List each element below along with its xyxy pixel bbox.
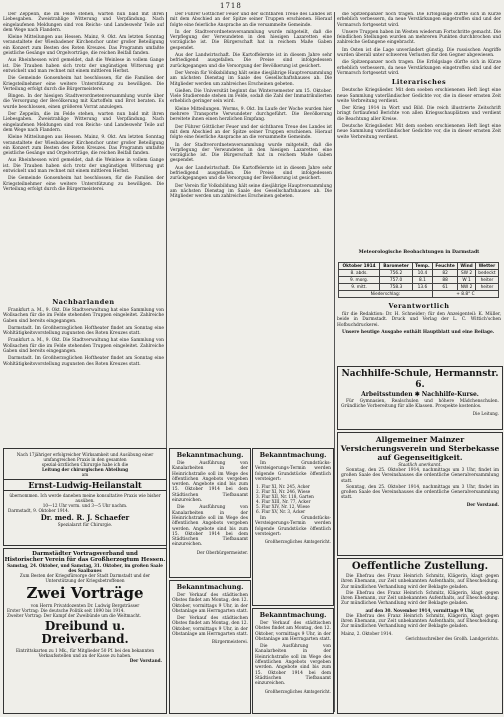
ad-text: Zweiter Vortrag: Der Kampf der Zweibünde um die Weltmacht. (7, 613, 142, 618)
column-3-articles (337, 12, 501, 230)
ad-signature: Der Vorstand. (466, 501, 499, 507)
ad-place: Mainz, 2. Oktober 1914. (341, 630, 393, 636)
article-paragraph: Bingen. In der hiesigen Stadtverordnetenversammlung wurde über die Versorgung der Bevölkerung mit Kartoffeln und Brot beraten. Es wurde beschlossen, einen größeren Vorrat anzulegen. (3, 94, 164, 110)
table-cell: 10.4 (412, 270, 432, 277)
article-paragraph: Deutsche Kriegslieder. Mit dem soeben erschienenen Heft liegt eine neue Sammlung vaterländischer Gedichte vor, die in dieser ernsten Zeit weite Verbreitung verdient. (337, 88, 501, 104)
ad-text: Samstag, 24. Oktober, und Samstag, 31. Oktober, im großen Saale des Saalbaues (7, 563, 163, 573)
table-cell: 9. mitt. (339, 284, 380, 291)
article-paragraph: In der Stadtverordnetenversammlung wurde mitgeteilt, daß die Verpflegung der Verwundeten in den hiesigen Lazaretten eine vorzügliche ist. Die Bürgerschaft hat in reichem Maße Gaben gespendet. (170, 29, 332, 51)
list-item: 2. Flur XI, Nr. 246, Wiese (256, 489, 311, 495)
meteo-heading: Meteorologische Beobachtungen in Darmstadt (358, 250, 480, 255)
article-paragraph: Der Zeppelin, die im Felde stehen, warten nun bald mit ihren Liebesgaben. Zweistrahlige Witterung und Verpfändung. Nach eingelaufenen Meldungen sind von Reichs- und Landeswehr Teile auf dem Wege nach Flandern. (3, 12, 164, 33)
table-cell: NW 2 (458, 284, 476, 291)
notice-bekanntmachung-2 (252, 448, 334, 606)
article-paragraph: die Spitzenpanzer noch tragen. Die Erfolgslage dürfte sich in Kürze erheblich verbessern, da neue Verstärkungen eingetroffen sind und der Vormarsch fortgesetzt wird. (337, 12, 501, 28)
notice-text: Die Ausführung von Kanalarbeiten in der Heinrichstraße soll im Wege des öffentlichen Angebots vergeben werden. Angebote sind bis zum 15. Oktober 1914 bei dem Städtischen Tiefbauamt einzureichen. (255, 644, 331, 687)
ad-text: Sonntag, den 25. Oktober 1914, nachmittags um 3 Uhr, findet im großen Saale des Vereinshauses die ordentliche Generalversammlung statt. (341, 484, 499, 501)
notice-title: Bekanntmachung. (259, 611, 327, 619)
column-3-lower (337, 300, 501, 362)
ad-text: Spezialarzt für Chirurgie. (57, 522, 113, 527)
ad-text: Leitung der chirurgischen Abteilung (41, 467, 129, 472)
table-cell: 9. morg. (339, 277, 380, 284)
article-paragraph: In der Stadtverordnetenversammlung wurde mitgeteilt, daß die Verpflegung der Verwundeten in den hiesigen Lazaretten eine vorzügliche ist. Die Bürgerschaft hat in reichem Maße Gaben gespendet. (170, 142, 332, 164)
ad-text: Eintrittskarten zu 1 Mk., für Mitglieder 50 Pf. bei den bekannten Verkaufsstellen und an der Kasse zu haben. (15, 648, 155, 658)
table-cell: 61 (432, 284, 457, 291)
notice-text: Der Verkauf des städtischen Obstes findet am Montag, den 12. Oktober, vormittags 9 Uhr, in der Obstanlage am Herrngarten statt. (172, 616, 249, 638)
notice-text: Der Verkauf des städtischen Obstes findet am Montag, den 12. Oktober, vormittags 9 Uhr, in der Obstanlage am Herrngarten statt. (255, 621, 332, 642)
ad-heilanstalt (3, 448, 167, 546)
notice-title: Bekanntmachung. (176, 451, 244, 459)
table-row (339, 291, 499, 298)
ad-text: Nach 17jähriger erfolgreicher Wirksamkeit und Ausübung einer umfangreichen Praxis in den gesamten (16, 452, 154, 462)
article-paragraph: Unsere Truppen haben im Westen wiederum Fortschritte gemacht. Die feindlichen Stellungen wurden an mehreren Punkten durchbrochen und zahlreiche Gefangene eingebracht. (337, 29, 501, 46)
article-paragraph: Kleine Mitteilungen. Worms, 9. Okt. Im Laufe der Woche wurden hier mehrere Transporte Verwundeter durchgeführt. Die Bevölkerung bereitete ihnen einen herzlichen Empfang. (170, 106, 332, 123)
notice-signature: Bürgermeisterei. (211, 639, 248, 645)
table-row (339, 277, 499, 284)
table-cell: 8. abds. (339, 270, 380, 277)
ad-text: von Herrn Privatdozenten Dr. Ludwig Bergsträsser (30, 603, 140, 608)
meteo-col-header: Temp. (412, 263, 432, 270)
article-paragraph: Deutsche Kriegslieder. Mit dem soeben erschienenen Heft liegt eine neue Sammlung vaterländischer Gedichte vor, die in dieser ernsten Zeit weite Verbreitung verdient. (337, 124, 501, 140)
table-cell: 757.0 (380, 277, 413, 284)
meteo-col-header: Barometer (380, 263, 413, 270)
article-paragraph: Im Osten ist die Lage unverändert günstig. Die russischen Angriffe wurden überall unter schweren Verlusten für den Gegner abgewiesen. (337, 47, 501, 59)
ad-heading: Historischer Verein für das Großherzogtum Hessen. (4, 557, 166, 563)
notice-title: Bekanntmachung. (259, 451, 327, 459)
table-cell: Niederschlag: (339, 291, 433, 298)
ad-text: Darmstadt, 9. Oktober 1914. (8, 508, 70, 513)
meteo-col-header: Oktober 1914 (339, 263, 380, 270)
table-cell: 13.6 (412, 284, 432, 291)
article-paragraph: Gießen. Die Universität beginnt das Wintersemester am 15. Oktober. Viele Studierende stehen im Felde, sodaß die Zahl der Immatrikulierten erheblich geringer sein wird. (170, 88, 332, 105)
table-cell: W 1 (458, 277, 476, 284)
ad-date: auf den 30. November 1914, vormittags 9 Uhr, (365, 607, 475, 613)
article-paragraph: Der Zeppelin, die im Felde stehen, warten nun bald mit ihren Liebesgaben. Zweistrahlige Witterung und Verpfändung. Nach eingelaufenen Meldungen sind von Reichs- und Landeswehr Teile auf dem Wege nach Flandern. (3, 112, 164, 133)
notice-signature: Großherzogliches Amtsgericht. (264, 539, 331, 545)
nachbarlanden-section (3, 296, 164, 446)
table-row (339, 284, 499, 291)
meteo-col-header: Feuchte (432, 263, 457, 270)
article-paragraph: die Spitzenpanzer noch tragen. Die Erfolgslage dürfte sich in Kürze erheblich verbessern, da neue Verstärkungen eingetroffen sind und der Vormarsch fortgesetzt wird. (337, 60, 501, 76)
notice-text: Im Grundstücks-Versteigerungs-Termin werden folgende Grundstücke öffentlich versteigert: (255, 461, 331, 482)
article-paragraph: Frankfurt a. M., 9. Okt. Die Stadtverwaltung hat eine Sammlung von Wollsachen für die im Felde stehenden Truppen eingeleitet. Zahlreiche Gaben sind bereits eingegangen. (3, 308, 164, 324)
article-paragraph: Der Verein für Volksbildung hält seine diesjährige Hauptversammlung am nächsten Dienstag im Saale des Gesellschaftshauses ab. Die Mitglieder werden um zahlreiches Erscheinen gebeten. (170, 183, 332, 200)
list-item: 3. Flur XII, Nr. 118, Garten (256, 494, 314, 500)
list-item: 4. Flur XIII, Nr. 77, Acker (256, 499, 311, 505)
column-2-articles (170, 12, 332, 357)
article-paragraph: Der Krieg 1914 in Wort und Bild. Die reich illustrierte Zeitschrift bringt fortlaufend Berichte von allen Kriegsschauplätzen und verdient die Beachtung aller Kreise. (337, 106, 501, 122)
article-paragraph: Kleine Mitteilungen aus Hessen. Mainz, 9. Okt. Am letzten Sonntag veranstaltete der Wiesbadener Kirchenchor unter großer Beteiligung ein Konzert zum Besten des Roten Kreuzes. Das Programm umfaßte geistliche Gesänge und Orgelvorträge, die reichen Beifall fanden. (3, 35, 164, 57)
article-paragraph: Darmstadt. Im Großherzoglichen Hoftheater findet am Sonntag eine Wohltätigkeitsvorstellung zugunsten des Roten Kreuzes statt. (3, 325, 164, 337)
table-cell: + 8.8° C (432, 291, 498, 298)
list-item: 1. Flur XI, Nr. 245, Acker (256, 484, 310, 490)
notice-bekanntmachung-1 (169, 448, 251, 578)
ad-text: Sonntag, den 25. Oktober 1914, nachmittags um 3 Uhr, findet im großen Saale des Vereinshauses die ordentliche Generalversammlung statt. (341, 468, 499, 484)
article-paragraph: Die Gemeinde Gonsenheim hat beschlossen, für die Familien der Kriegsteilnehmer eine weitere Unterstützung zu bewilligen. Die Verteilung erfolgt durch die Bürgermeisterei. (3, 176, 164, 192)
table-cell: 758.3 (380, 284, 413, 291)
column-1-articles (3, 12, 164, 292)
ad-nachhilfe-schule (337, 366, 503, 430)
table-cell: 8.1 (412, 277, 432, 284)
ad-vortragsverband (3, 548, 167, 714)
section-heading: Nachbarlanden (52, 298, 115, 306)
ad-heading: Dr. med. R. J. Schaefer (40, 513, 130, 522)
notice-bekanntmachung-4 (252, 608, 334, 714)
ad-text: Der Vorstand. (129, 658, 162, 663)
ad-oeffentliche-zustellung (337, 558, 503, 714)
page-number: 1718 (220, 2, 242, 10)
ad-signature: Gerichtsschreiber des Großh. Landgerichts. (405, 635, 499, 641)
ad-text: Die Ehefrau des Franz Heinrich Schmitz, Klägerin, klagt gegen ihren Ehemann, zur Zeit unbekannten Aufenthalts, auf Ehescheidung. Zur mündlichen Verhandlung wird der Beklagte geladen. (341, 590, 499, 607)
notice-signature: Der Oberbürgermeister. (196, 549, 248, 555)
ad-subheading: Staatlich anerkannt. (398, 462, 442, 467)
article-paragraph: Darmstadt. Im Großherzoglichen Hoftheater findet am Sonntag eine Wohltätigkeitsvorstellung zugunsten des Roten Kreuzes statt. (3, 356, 164, 367)
ad-text: Die Ehefrau des Franz Heinrich Schmitz, Klägerin, klagt gegen ihren Ehemann, zur Zeit unbekannten Aufenthalts, auf Ehescheidung. Zur mündlichen Verhandlung wird der Beklagte geladen. (341, 574, 499, 590)
article-paragraph: Aus der Landwirtschaft. Die Kartoffelernte ist in diesem Jahre sehr befriedigend ausgefallen. Die Preise sind infolgedessen zurückgegangen und die Versorgung der Bevölkerung ist gesichert. (170, 165, 332, 182)
table-cell: bedeckt (475, 270, 498, 277)
section-heading: Verantwortlich (388, 302, 450, 310)
literary-heading: Literarisches (391, 78, 447, 87)
ad-heading: Nachhilfe-Schule, Hermannstr. 6. (341, 369, 499, 390)
table-cell: heiter (475, 284, 498, 291)
article-paragraph: Der Führer Göttlicher Feuer und der sichtbaren Treue des Landes ist mit dem Abschied an der Spitze seiner Truppen erschienen. Hierauf folgte eine feierliche Ansprache an die versammelte Gemeinde. (170, 124, 332, 141)
ad-text: übernommen. Ich werde daneben meine konsultative Praxis wie bisher ausüben. (9, 493, 161, 503)
ad-text: am (81, 472, 89, 477)
table-cell: 82 (432, 270, 457, 277)
ad-heading: Ernst-Ludwig-Heilanstalt (4, 479, 166, 491)
table-row (339, 270, 499, 277)
meteo-table (338, 262, 499, 298)
ad-text: Für Gymnasien, Realschulen und höhere Mädchenschulen. Gründliche Vorbereitung für alle Klassen. Prospekte kostenlos. (341, 399, 499, 410)
ad-heading: Darmstädter Vortragsverband und (32, 551, 138, 557)
notice-bekanntmachung-3 (169, 580, 251, 714)
notice-signature: Großherzogliches Amtsgericht. (264, 688, 331, 694)
ad-text: spezial-ärztlichen Chirurgie habe ich die (41, 462, 129, 467)
list-item: 5. Flur XIV, Nr. 12, Wiese (256, 504, 310, 510)
article-paragraph: Unsere heutige Ausgabe enthält Hauptblatt und eine Beilage. (342, 329, 495, 335)
notice-title: Bekanntmachung. (176, 583, 244, 591)
notice-text: Im Grundstücks-Versteigerungs-Termin werden folgende Grundstücke öffentlich versteigert: (255, 516, 331, 538)
table-cell: heiter (475, 277, 498, 284)
article-paragraph: Kleine Mitteilungen aus Hessen. Mainz, 9. Okt. Am letzten Sonntag veranstaltete der Wiesbadener Kirchenchor unter großer Beteiligung ein Konzert zum Besten des Roten Kreuzes. Das Programm umfaßte geistliche Gesänge und Orgelvorträge, die reichen Beifall fanden. (3, 135, 164, 157)
article-paragraph: für die Redaktion: Dr. H. Schneider; für den Anzeigenteil: K. Müller, beide in Darmstadt. Druck und Verlag der L. C. Wittich'schen Hofbuchdruckerei. (337, 312, 501, 328)
article-paragraph: Aus Rheinhessen wird gemeldet, daß die Weinlese in vollem Gange ist. Die Trauben haben sich trotz der ungünstigen Witterung gut entwickelt und man rechnet mit einem mittleren Herbst. (3, 158, 164, 175)
meteo-col-header: Wind (458, 263, 476, 270)
ad-text: Erster Vortrag: Die deutsche Politik seit 1890 bis 1914. (7, 608, 125, 613)
article-paragraph: Aus der Landwirtschaft. Die Kartoffelernte ist in diesem Jahre sehr befriedigend ausgefallen. Die Preise sind infolgedessen zurückgegangen und die Versorgung der Bevölkerung ist gesichert. (170, 53, 332, 69)
notice-text: Die Ausführung von Kanalarbeiten in der Heinrichstraße soll im Wege des öffentlichen Angebots vergeben werden. Angebote sind bis zum 15. Oktober 1914 bei dem Städtischen Tiefbauamt einzureichen. (172, 505, 248, 548)
ad-text: Die Ehefrau des Franz Heinrich Schmitz, Klägerin, klagt gegen ihren Ehemann, zur Zeit unbekannten Aufenthalts, auf Ehescheidung. Zur mündlichen Verhandlung wird der Beklagte geladen. (341, 613, 499, 630)
ad-signature: Die Leitung. (472, 410, 499, 416)
ad-heading: Oeffentliche Zustellung. (351, 561, 489, 572)
ad-text: 10—12 Uhr vorm. und 3—5 Uhr nachm. (42, 503, 128, 508)
meteo-header-row (339, 263, 499, 270)
notice-text: Der Verkauf des städtischen Obstes findet am Montag, den 12. Oktober, vormittags 9 Uhr, in der Obstanlage am Herrngarten statt. (172, 593, 249, 614)
ad-versicherungsverein (337, 432, 503, 556)
ad-text: Zum Besten der Kriegsfürsorge der Stadt Darmstadt und der Unterstützung der Kriegsbetroffenen (19, 573, 151, 583)
meteo-col-header: Wetter (475, 263, 498, 270)
list-item: 6. Flur XV, Nr. 3, Acker (256, 509, 306, 515)
notice-text: Die Ausführung von Kanalarbeiten in der Heinrichstraße soll im Wege des öffentlichen Angebots vergeben werden. Angebote sind bis zum 15. Oktober 1914 bei dem Städtischen Tiefbauamt einzureichen. (172, 461, 248, 504)
table-cell: 756.2 (380, 270, 413, 277)
article-paragraph: Der Verein für Volksbildung hält seine diesjährige Hauptversammlung am nächsten Dienstag im Saale des Gesellschaftshauses ab. Die Mitglieder werden um zahlreiches Erscheinen gebeten. (170, 70, 332, 87)
article-paragraph: Der Führer Göttlicher Feuer und der sichtbaren Treue des Landes ist mit dem Abschied an der Spitze seiner Truppen erschienen. Hierauf folgte eine feierliche Ansprache an die versammelte Gemeinde. (170, 12, 332, 28)
column-rule (334, 12, 335, 712)
table-cell: 88 (432, 277, 457, 284)
ad-heading: Dreibund u. Dreiverband. (41, 619, 129, 646)
table-cell: SW 2 (458, 270, 476, 277)
article-paragraph: Frankfurt a. M., 9. Okt. Die Stadtverwaltung hat eine Sammlung von Wollsachen für die im Felde stehenden Truppen eingeleitet. Zahlreiche Gaben sind bereits eingegangen. (3, 338, 164, 355)
ad-heading: Zwei Vorträge (26, 584, 144, 602)
ad-heading: Allgemeiner Mainzer Versicherungsverein und Sterbekasse auf Gegenseitigkeit. (340, 435, 500, 462)
article-paragraph: Aus Rheinhessen wird gemeldet, daß die Weinlese in vollem Gange ist. Die Trauben haben sich trotz der ungünstigen Witterung gut entwickelt und man rechnet mit einem mittleren Herbst. (3, 58, 164, 74)
ad-subheading: Arbeitsstunden ✱ Nachhilfe-Kurse. (361, 391, 479, 398)
article-paragraph: Die Gemeinde Gonsenheim hat beschlossen, für die Familien der Kriegsteilnehmer eine weitere Unterstützung zu bewilligen. Die Verteilung erfolgt durch die Bürgermeisterei. (3, 76, 164, 92)
